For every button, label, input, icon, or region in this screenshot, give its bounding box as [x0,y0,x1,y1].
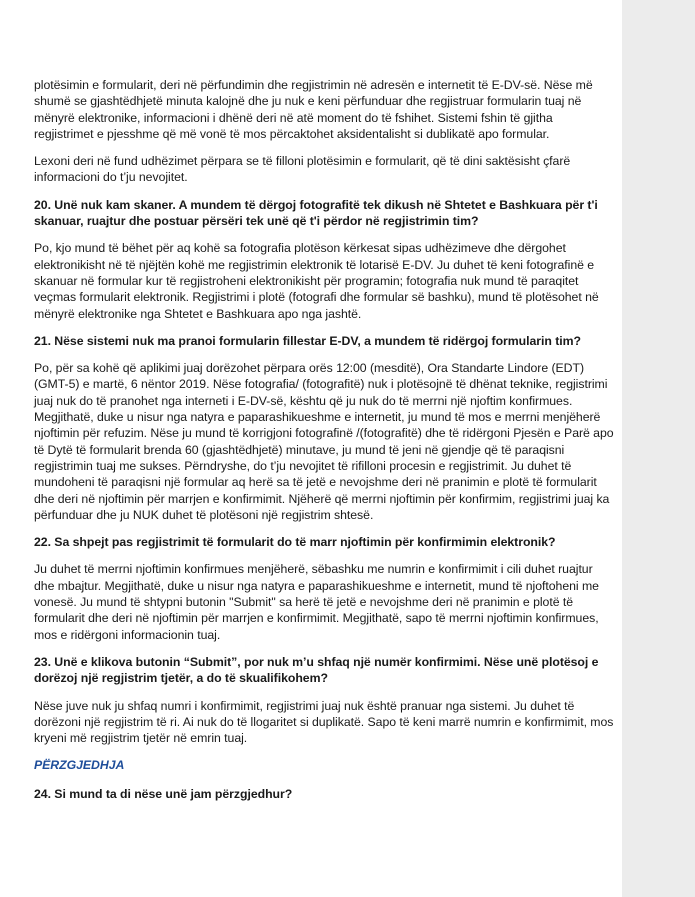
paragraph-body: plotësimin e formularit, deri në përfundimin dhe regjistrimin në adresën e internetit të E-DV-së. Nëse më shumë se gjashtëdhjetë minuta kalojnë dhe ju nuk e keni përfunduar dhe regjistruar formularin tuaj në mënyrë elektronike, informacioni i dhënë deri në atë moment do të fshihet. Sistemi fshin të gjitha regjistrimet e pjesshme që më vonë të mos përcaktohet aksidentalisht si dublikatë apo formular. [34,78,593,141]
answer-paragraph-22: Ju duhet të merrni njoftimin konfirmues menjëherë, sëbashku me numrin e konfirmimit i cili duhet ruajtur dhe mbajtur. Megjithatë, duke u nisur nga natyra e paparashikueshme e internetit, mund të njoftoheni me vonesë. Ju mund të shtypni butonin "Submit" sa herë të jetë e nevojshme deri në pranimin e plotë të formularit dhe deri në njoftimin për marrjen e konfirmimit. Megjithatë, sapo të merrni njoftimin konfirmues, mos e ridërgoni informacionin tuaj. [34,562,599,642]
question-heading-22: 22. Sa shpejt pas regjistrimit të formularit do të marr njoftimin për konfirmimin elektronik? [34,535,556,550]
question-heading-23: 23. Unë e klikova butonin “Submit”, por nuk m’u shfaq një numër konfirmimi. Nëse unë plotësoj e dorëzoj një regjistrim tjetër, a do të skualifikohem? [34,654,599,686]
document-body [34,77,614,813]
question-heading-20: 20. Unë nuk kam skaner. A mundem të dërgoj fotografitë tek dikush në Shtetet e Bashkuara për t'i skanuar, ruajtur dhe postuar përsëri tek unë që t'i përdor në regjistrimin tim? [34,197,598,229]
paragraph-body: Lexoni deri në fund udhëzimet përpara se të filloni plotësimin e formularit, që të dini saktësisht çfarë informacioni do t’ju nevojitet. [34,154,571,185]
answer-paragraph-20: Po, kjo mund të bëhet për aq kohë sa fotografia plotëson kërkesat sipas udhëzimeve dhe dërgohet elektronikisht në të njëjtën kohë me regjistrimin elektronik të lotarisë E-DV. Ju duhet të keni fotografinë e skanuar në formular kur të regjistroheni elektronikisht për programin; fotografia nuk mund të paraqitet veçmas formularit elektronik. Regjistrimi i plotë (fotografi dhe formular së bashku), mund të plotësohet në mënyrë elektronike nga Shtetet e Bashkuara apo nga jashtë. [34,241,599,321]
question-heading-24: 24. Si mund ta di nëse unë jam përzgjedhur? [34,786,293,801]
side-gutter [622,0,695,897]
answer-paragraph-23: Nëse juve nuk ju shfaq numri i konfirmimit, regjistrimi juaj nuk është pranuar nga sistemi. Ju duhet të dorëzoni një regjistrim të ri. Ai nuk do të llogaritet si duplikatë. Sapo të keni marrë numrin e konfirmimit, mos kryeni më regjistrim tjetër në emrin tuaj. [34,698,614,746]
question-heading-21: 21. Nëse sistemi nuk ma pranoi formularin fillestar E-DV, a mundem të ridërgoj formularin tim? [34,333,581,348]
section-heading: PËRZGJEDHJA [34,758,125,773]
answer-paragraph-21: Po, për sa kohë që aplikimi juaj dorëzohet përpara orës 12:00 (mesditë), Ora Standarte Lindore (EDT) (GMT-5) e martë, 6 nëntor 2019. Nëse fotografia/ (fotografitë) nuk i plotësojnë të dhënat teknike, regjistrimi juaj nuk do të pranohet nga interneti i E-DV-së, kështu që ju nuk do të merrni një njoftim konfirmues. Megjithatë, duke u nisur nga natyra e paparashikueshme e internetit, ju mund të mos e merrni menjëherë njoftimin për refuzim. Nëse ju mund të korrigjoni fotografinë /(fotografitë) dhe të ridërgoni Pjesën e Parë apo të Dytë të formularit brenda 60 (gjashtëdhjetë) minutave, ju mund të jeni në gjendje që të paraqisni regjistrimin tuaj me sukses. Përndryshe, do t’ju nevojitet të rifilloni procesin e regjistrimit. Ju duhet të mundoheni të paraqisni një formular aq herë sa të jetë e nevojshme deri në pranimin e plotë të formularit dhe deri në njoftimin për marrjen e konfirmimit. Njëherë që merrni njoftimin për konfirmim, regjistrimi juaj ka përfunduar dhe ju NUK duhet të plotësoni një regjistrim shtesë. [34,361,614,522]
